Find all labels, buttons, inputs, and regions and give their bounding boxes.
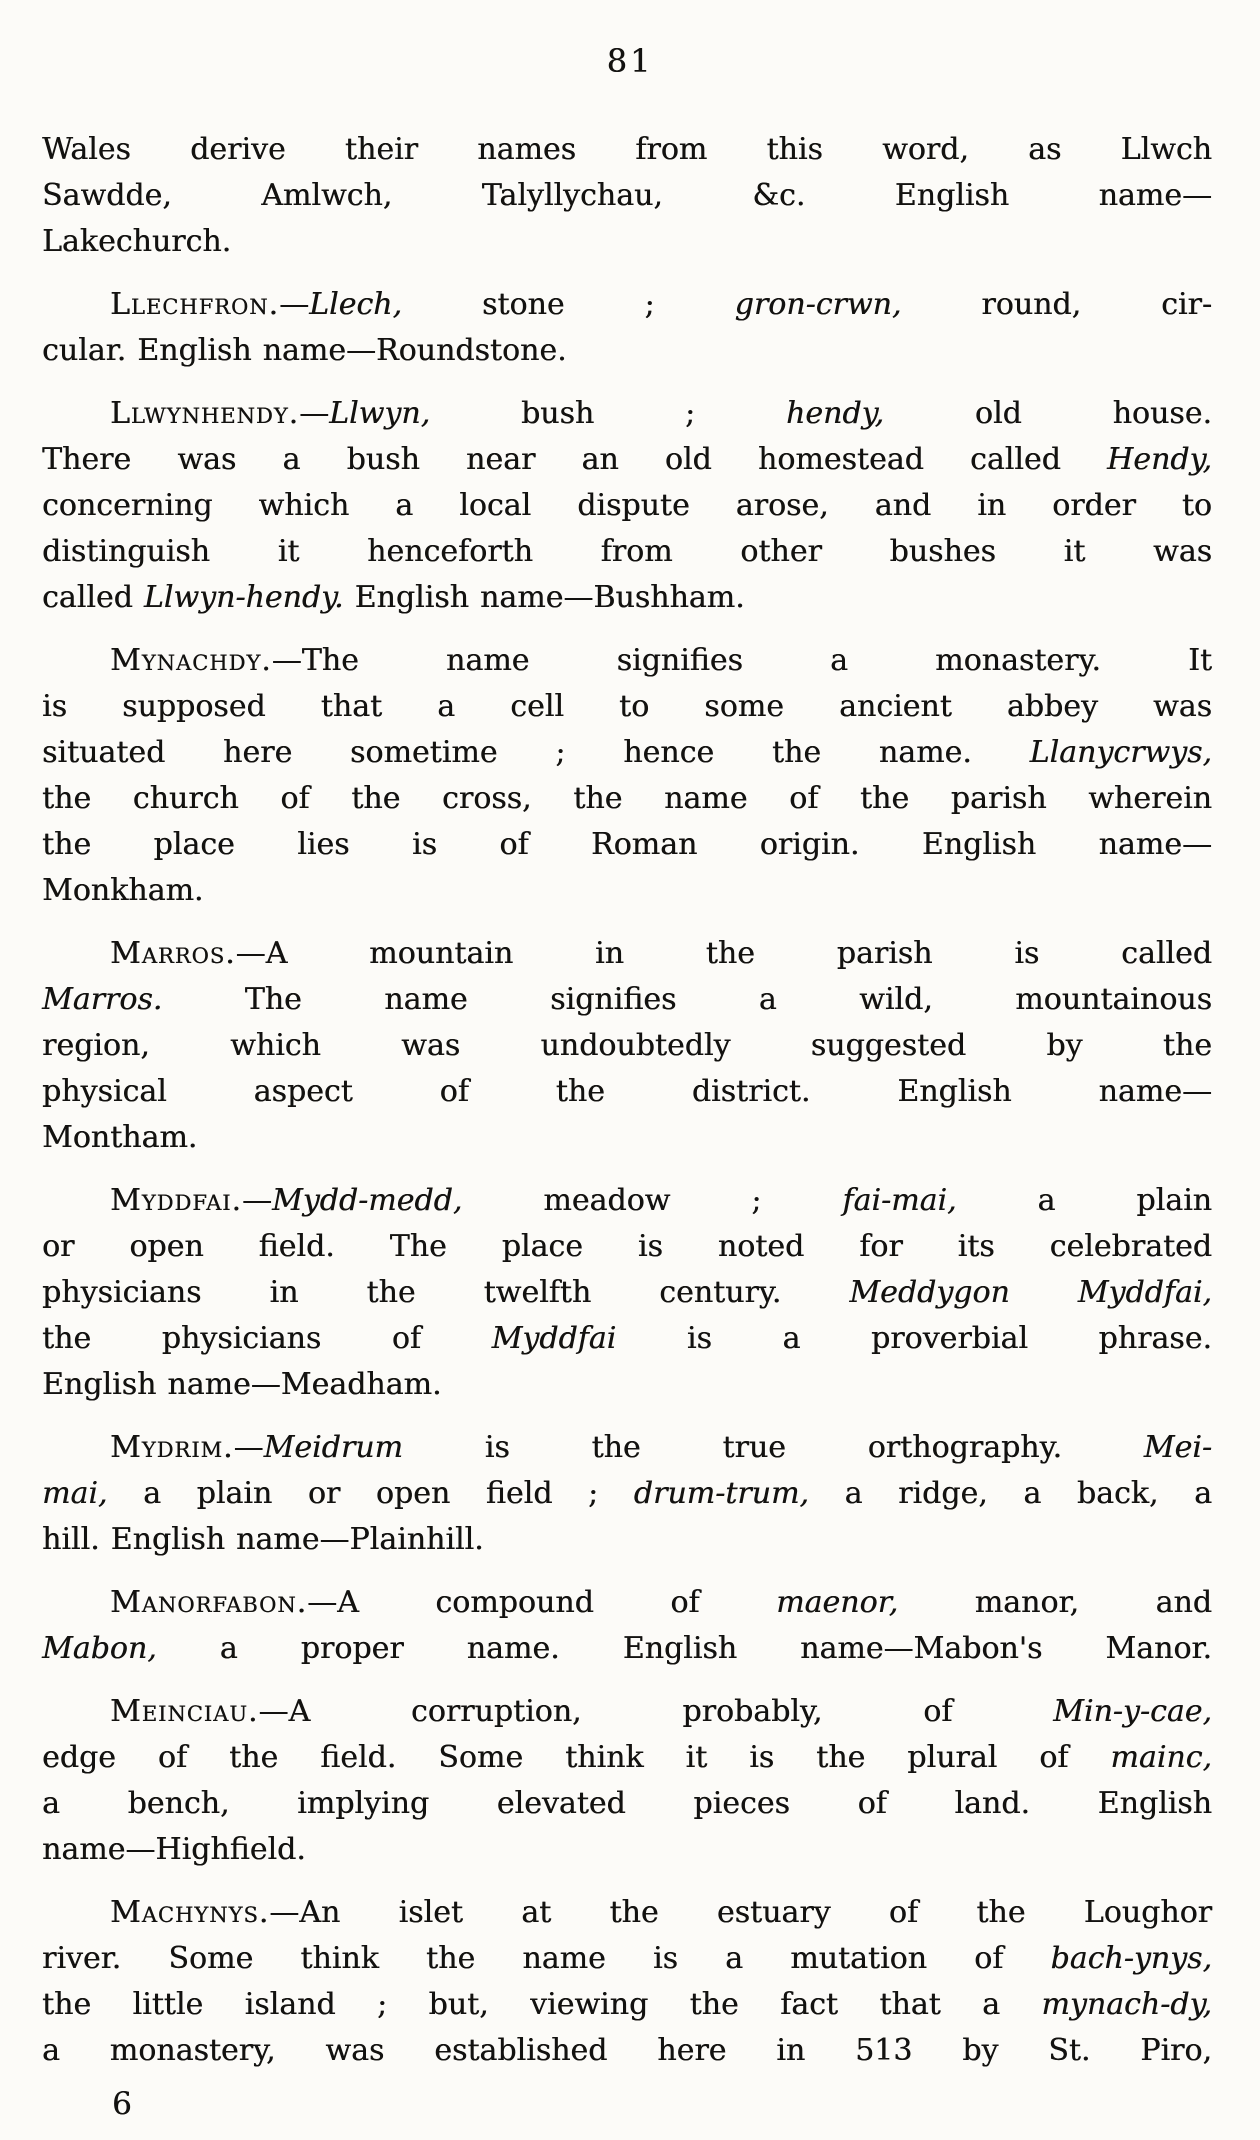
text-run: Mydd-medd, (272, 1183, 463, 1218)
text-line (42, 1425, 1212, 1471)
text-run: physical aspect of the district. English name— (42, 1074, 1212, 1109)
text-run: —A compound of (307, 1585, 777, 1620)
headword: Manorfabon. (110, 1585, 308, 1620)
text-run: the place lies is of Roman origin. English name— (42, 827, 1212, 862)
text-line (42, 1023, 1212, 1069)
text-line (42, 730, 1212, 776)
text-run: Lakechurch. (42, 224, 232, 259)
entry-machynys (42, 1890, 1212, 2074)
text-line (42, 1362, 1212, 1408)
text-line (42, 483, 1212, 529)
text-line (42, 776, 1212, 822)
text-line (42, 127, 1212, 173)
text-run: — (299, 396, 330, 431)
entry-llechfron (42, 282, 1212, 374)
text-run: the church of the cross, the name of the parish wherein (42, 781, 1212, 816)
text-run: hill. English name—Plainhill. (42, 1522, 484, 1557)
text-line (42, 684, 1212, 730)
text-run: Monkham. (42, 873, 204, 908)
text-line (42, 1982, 1212, 2028)
text-run: Min-y-cae, (1053, 1694, 1212, 1729)
text-line (42, 931, 1212, 977)
text-run: Marros. (42, 982, 163, 1017)
text-run: a ridge, a back, a (808, 1476, 1213, 1511)
text-line (42, 1689, 1212, 1735)
text-run: Mabon, (42, 1631, 157, 1666)
text-line (42, 2028, 1212, 2074)
text-line (42, 173, 1212, 219)
text-run: Meidrum (263, 1430, 403, 1465)
text-run: is the true orthography. (402, 1430, 1144, 1465)
text-line (42, 868, 1212, 914)
headword: Mynachdy. (110, 643, 272, 678)
text-run: —A corruption, probably, of (258, 1694, 1054, 1729)
text-run: Llech, (309, 287, 403, 322)
text-run: round, cir- (901, 287, 1212, 322)
headword: Myddfai. (110, 1183, 242, 1218)
text-run: English name—Bushham. (343, 580, 745, 615)
text-run: Montham. (42, 1120, 198, 1155)
entry-mydrim (42, 1425, 1212, 1563)
text-block (42, 127, 1212, 2074)
text-run: manor, and (898, 1585, 1212, 1620)
text-run: — (242, 1183, 272, 1218)
text-run: mynach-dy, (1041, 1987, 1212, 2022)
text-run: Meddygon Myddfai, (849, 1275, 1212, 1310)
text-line (42, 1580, 1212, 1626)
headword: Machynys. (110, 1895, 270, 1930)
headword: Marros. (110, 936, 236, 971)
text-line (42, 328, 1212, 374)
text-run: gron-crwn, (734, 287, 902, 322)
text-line (42, 1224, 1212, 1270)
text-run: Wales derive their names from this word, as Llwch (42, 132, 1212, 167)
text-run: There was a bush near an old homestead called (42, 442, 1108, 477)
text-run: edge of the field. Some think it is the plural of (42, 1740, 1111, 1775)
text-line (42, 822, 1212, 868)
text-run: concerning which a local dispute arose, and in order to (42, 488, 1212, 523)
text-line (42, 977, 1212, 1023)
text-run: meadow ; (462, 1183, 843, 1218)
text-line (42, 1069, 1212, 1115)
text-run: a bench, implying elevated pieces of land. English (42, 1786, 1212, 1821)
text-run: physicians in the twelfth century. (42, 1275, 850, 1310)
text-run: region, which was undoubtedly suggested by the (42, 1028, 1212, 1063)
text-line (42, 529, 1212, 575)
text-run: the physicians of (42, 1321, 492, 1356)
text-run: bush ; (430, 396, 786, 431)
text-run: mainc, (1110, 1740, 1212, 1775)
headword: Llwynhendy. (110, 396, 300, 431)
text-line (42, 437, 1212, 483)
text-run: or open field. The place is noted for its celebrated (42, 1229, 1212, 1264)
text-run: —A mountain in the parish is called (235, 936, 1212, 971)
text-run: is supposed that a cell to some ancient abbey was (42, 689, 1212, 724)
text-run: mai, (42, 1476, 108, 1511)
text-run: The name signifies a wild, mountainous (162, 982, 1212, 1017)
entry-llwynhendy (42, 391, 1212, 621)
text-run: Llanycrwys, (1029, 735, 1212, 770)
text-line (42, 575, 1212, 621)
text-line (42, 1316, 1212, 1362)
text-run: cular. English name—Roundstone. (42, 333, 567, 368)
page-number: 81 (606, 42, 654, 80)
text-line (42, 391, 1212, 437)
entry-mynachdy (42, 638, 1212, 914)
text-run: old house. (884, 396, 1212, 431)
entry-marros (42, 931, 1212, 1161)
signature-mark: 6 (112, 2086, 132, 2122)
text-run: drum-trum, (633, 1476, 809, 1511)
text-line (42, 1115, 1212, 1161)
text-line (42, 1626, 1212, 1672)
text-line (42, 1270, 1212, 1316)
text-run: English name—Meadham. (42, 1367, 442, 1402)
text-run: maenor, (776, 1585, 899, 1620)
text-run: Llwyn-hendy. (143, 580, 344, 615)
text-run: Hendy, (1107, 442, 1212, 477)
text-run: situated here sometime ; hence the name. (42, 735, 1030, 770)
text-run: hendy, (785, 396, 885, 431)
text-run: Sawdde, Amlwch, Talyllychau, &c. English name— (42, 178, 1212, 213)
headword: Llechfron. (110, 287, 280, 322)
entry-llwch-continuation (42, 127, 1212, 265)
text-run: bach-ynys, (1050, 1941, 1212, 1976)
text-run: a plain (956, 1183, 1213, 1218)
text-line (42, 1936, 1212, 1982)
text-run: —The name signifies a monastery. It (271, 643, 1212, 678)
text-line (42, 638, 1212, 684)
text-line (42, 1178, 1212, 1224)
text-run: Myddfai (491, 1321, 617, 1356)
text-run: Mei- (1143, 1430, 1212, 1465)
text-run: river. Some think the name is a mutation of (42, 1941, 1051, 1976)
text-line (42, 1781, 1212, 1827)
text-line (42, 219, 1212, 265)
headword: Meinciau. (110, 1694, 259, 1729)
text-run: fai-mai, (842, 1183, 957, 1218)
entry-manorfabon (42, 1580, 1212, 1672)
text-line (42, 1517, 1212, 1563)
text-run: Llwyn, (329, 396, 431, 431)
text-run: — (233, 1430, 264, 1465)
text-run: the little island ; but, viewing the fact that a (42, 1987, 1042, 2022)
entry-meinciau (42, 1689, 1212, 1873)
text-run: — (279, 287, 310, 322)
text-run: is a proverbial phrase. (616, 1321, 1212, 1356)
entry-myddfai (42, 1178, 1212, 1408)
text-run: —An islet at the estuary of the Loughor (269, 1895, 1212, 1930)
text-run: name—Highfield. (42, 1832, 306, 1867)
text-run: stone ; (402, 287, 735, 322)
text-line (42, 1735, 1212, 1781)
text-run: distinguish it henceforth from other bushes it was (42, 534, 1212, 569)
text-run: a plain or open field ; (107, 1476, 634, 1511)
headword: Mydrim. (110, 1430, 234, 1465)
text-line (42, 1471, 1212, 1517)
text-run: a proper name. English name—Mabon's Manor. (156, 1631, 1212, 1666)
text-line (42, 282, 1212, 328)
text-run: a monastery, was established here in 513 by St. Piro, (42, 2033, 1212, 2068)
text-line (42, 1890, 1212, 1936)
text-line (42, 1827, 1212, 1873)
text-run: called (42, 580, 144, 615)
